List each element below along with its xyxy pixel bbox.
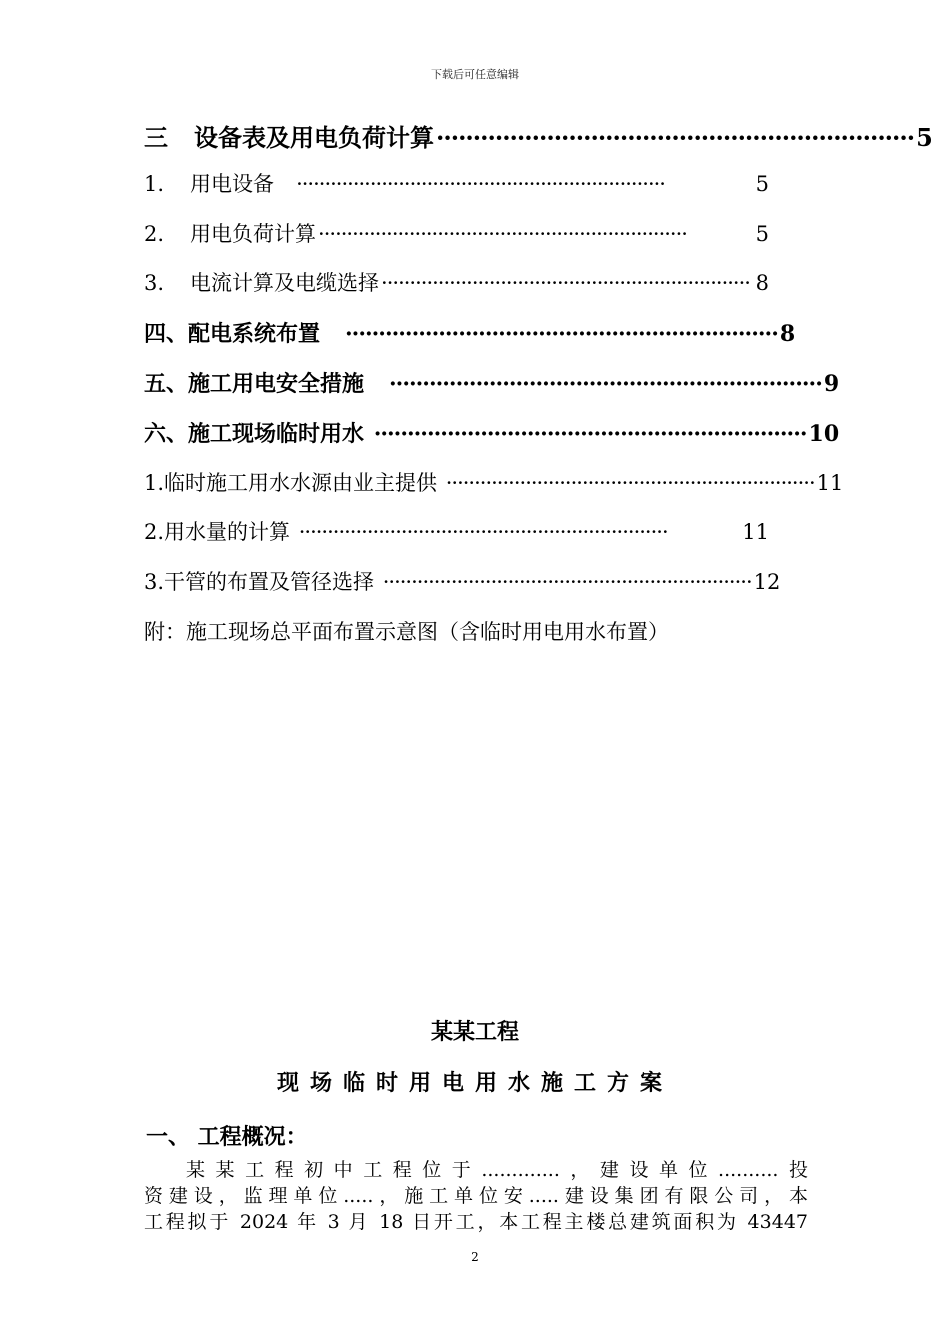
toc-leader: ·································································	[436, 123, 915, 152]
toc-entry-page: 9	[823, 370, 840, 397]
table-of-contents	[144, 118, 933, 666]
paragraph-line: 工程拟于 2024 年 3 月 18 日开工，本工程主楼总建筑面积为 43447	[144, 1211, 808, 1233]
toc-entry	[144, 118, 933, 168]
toc-entry-title: 四、配电系统布置	[144, 321, 321, 348]
section-heading: 一、 工程概况：	[146, 1124, 308, 1150]
toc-entry	[144, 367, 840, 417]
toc-entry-page: 5	[916, 123, 933, 152]
document-subtitle: 现场临时用电用水施工方案	[276, 1070, 673, 1096]
toc-entry-page: 10	[808, 420, 840, 447]
toc-entry-number: 2.	[144, 221, 165, 246]
toc-leader: ·································································	[381, 271, 750, 296]
toc-entry	[144, 317, 796, 367]
toc-entry-page: 8	[755, 271, 769, 296]
toc-entry-title: 六、施工现场临时用水	[144, 420, 365, 447]
toc-entry-title: 附：施工现场总平面布置示意图（含临时用电用水布置）	[144, 619, 669, 644]
toc-leader: ·································································	[318, 221, 687, 246]
toc-entry-title: 2.用水量的计算	[144, 520, 291, 545]
toc-entry-page: 5	[755, 221, 769, 246]
toc-entry-number: 三	[144, 123, 168, 152]
toc-entry-page: 5	[755, 171, 769, 196]
toc-entry	[144, 467, 844, 517]
page-header: 下载后可任意编辑	[431, 68, 519, 81]
toc-entry-title: 设备表及用电负荷计算	[194, 123, 434, 152]
toc-entry-number: 3.	[144, 271, 165, 296]
toc-leader: ·································································	[345, 321, 778, 348]
toc-entry	[144, 267, 769, 317]
toc-leader: ·································································	[298, 520, 668, 545]
toc-leader: ·································································	[389, 370, 822, 397]
toc-entry	[144, 516, 769, 566]
body-paragraph	[144, 1157, 808, 1235]
toc-leader: ·································································	[296, 171, 665, 196]
page-number: 2	[471, 1250, 479, 1264]
toc-entry	[144, 417, 840, 467]
toc-entry-page: 8	[779, 321, 796, 348]
paragraph-line: 某某工程初中工程位于.............，建设单位..........投	[186, 1159, 808, 1181]
toc-entry	[144, 218, 769, 268]
toc-entry-title: 用电负荷计算	[190, 221, 317, 246]
toc-entry-page: 12	[753, 570, 781, 595]
toc-entry	[144, 616, 769, 666]
toc-entry-title: 用电设备	[190, 171, 275, 196]
toc-leader: ·································································	[373, 420, 807, 447]
toc-entry-title: 五、施工用电安全措施	[144, 370, 365, 397]
toc-entry-number: 1.	[144, 171, 165, 196]
toc-entry	[144, 566, 781, 616]
toc-entry	[144, 168, 769, 218]
document-title: 某某工程	[430, 1019, 519, 1045]
toc-leader: ·································································	[382, 570, 752, 595]
toc-leader: ·································································	[445, 470, 815, 495]
toc-entry-page: 11	[742, 520, 769, 545]
toc-entry-title: 电流计算及电缆选择	[190, 271, 380, 296]
toc-entry-title: 3.干管的布置及管径选择	[144, 570, 375, 595]
paragraph-line: 资建设，监理单位.....，施工单位安.....建设集团有限公司，本	[144, 1185, 808, 1207]
toc-entry-title: 1.临时施工用水水源由业主提供	[144, 470, 438, 495]
toc-entry-page: 11	[816, 470, 844, 495]
